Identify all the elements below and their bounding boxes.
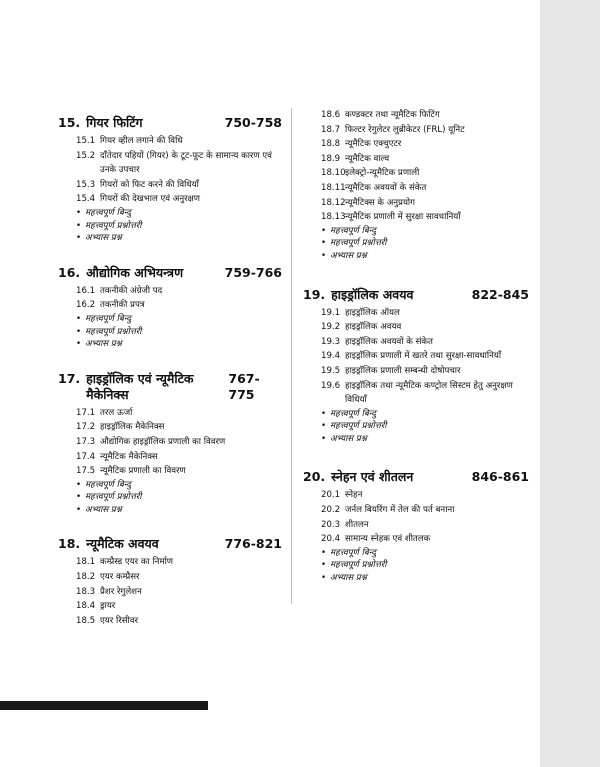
topic-list [58,134,282,207]
topic-number: 17.1 [76,407,96,418]
extras-item [76,479,282,492]
chapter-title-wrap [58,371,228,403]
topic-item [76,555,282,570]
topic-number: 18.6 [321,110,341,120]
topic-text: प्रैशर रेगुलेशन [100,586,142,597]
topic-number: 19.5 [321,365,341,376]
topic-text: न्यूमैटिक्स के अनुप्रयोग [345,197,415,208]
topic-number: 18.12 [321,197,346,208]
toc-chapter [58,265,282,351]
extras-item [76,232,282,245]
topic-number: 20.4 [321,534,341,545]
bullet-icon: • [321,225,327,236]
extras-text: महत्त्वपूर्ण बिन्दु [85,313,131,324]
chapter-page-range: 767-775 [228,370,260,402]
topic-text: एयर रिसीवर [100,615,139,626]
topic-text: तकनीकी अंग्रेजी पद [100,285,163,296]
bullet-icon: • [76,479,82,490]
extras-list [58,313,282,351]
chapter-gap [58,351,282,371]
chapter-number: 18. [58,536,81,552]
chapter-heading [58,536,282,552]
chapter-title-wrap [58,536,159,552]
bullet-icon: • [321,421,327,432]
toc-chapter [303,469,529,584]
topic-item [321,320,529,335]
topic-text: कण्डक्टर तथा न्यूमैटिक फिटिंग [345,110,440,120]
extras-text: महत्त्वपूर्ण प्रश्नोत्तरी [85,220,142,231]
extras-item [321,433,529,446]
topic-number: 20.3 [321,519,341,530]
topic-item [76,298,282,313]
topic-number: 19.2 [321,322,341,333]
extras-list [58,207,282,245]
topic-number: 19.4 [321,351,341,362]
topic-text: हाइड्रॉलिक मैकेनिक्स [100,422,165,433]
topic-number: 15.4 [76,194,96,205]
chapter-title: हाइड्रॉलिक एवं न्यूमैटिक मैकेनिक्स [86,370,194,402]
chapter-heading [58,265,282,281]
topic-item [321,503,529,518]
topic-item [321,123,529,138]
topic-item [76,464,282,479]
topic-text: हाइड्रॉलिक ऑयल [345,307,400,318]
topic-text: इलेक्ट्रो-न्यूमैटिक प्रणाली [345,168,420,179]
topic-text: तकनीकी प्रपत्र [100,300,145,311]
extras-text: अभ्यास प्रश्न [85,233,122,244]
chapter-title: न्यूमैटिक अवयव [86,536,159,552]
topic-list [303,488,529,546]
topic-item [321,349,529,364]
topic-item [76,435,282,450]
topic-text: शीतलन [345,519,369,530]
extras-item [321,225,529,238]
topic-number: 15.1 [76,136,96,146]
topic-text: फिल्टर रेगुलेटर लुब्रीकेटर (FRL) यूनिट [345,124,465,135]
topic-list [58,406,282,479]
bullet-icon: • [76,220,82,231]
topic-number: 20.2 [321,505,341,516]
bullet-icon: • [76,326,82,337]
extras-item [76,326,282,339]
topic-number: 17.3 [76,436,96,447]
topic-number: 15.3 [76,179,96,190]
topic-item [321,306,529,321]
chapter-title: हाइड्रॉलिक अवयव [331,286,414,302]
extras-text: महत्त्वपूर्ण बिन्दु [85,479,131,490]
topic-number: 18.5 [76,615,96,626]
bullet-icon: • [76,504,82,515]
chapter-title: स्नेहन एवं शीतलन [331,469,414,485]
topic-number: 18.10 [321,168,346,179]
extras-text: महत्त्वपूर्ण प्रश्नोत्तरी [330,238,387,249]
topic-item [321,196,529,211]
topic-number: 18.1 [76,557,96,568]
topic-item [76,284,282,299]
toc-chapter [303,108,529,263]
bullet-icon: • [76,492,82,503]
topic-item [76,134,282,149]
toc-chapter [58,536,282,628]
topic-number: 20.1 [321,490,341,501]
topic-item [321,210,529,225]
topic-item [76,149,282,178]
topic-text: हाइड्रॉलिक अवयवों के संकेत [345,336,433,347]
chapter-gap [303,445,529,469]
topic-text: जर्नल बियरिंग में तेल की पर्त बनाना [345,505,455,516]
page-margin-band [540,0,600,767]
topic-item [76,192,282,207]
toc-right-column [303,108,529,585]
topic-text: न्यूमैटिक वाल्व [345,153,390,164]
bullet-icon: • [76,339,82,350]
topic-list [303,108,529,225]
extras-text: महत्त्वपूर्ण प्रश्नोत्तरी [330,560,387,571]
chapter-gap [58,516,282,536]
topic-text: कम्प्रैस्ड एयर का निर्माण [100,557,174,568]
chapter-number: 15. [58,115,81,130]
chapter-heading [58,371,282,403]
topic-number: 18.8 [321,139,341,150]
chapter-number: 19. [303,286,326,302]
chapter-page-range: 750-758 [224,115,282,130]
extras-text: महत्त्वपूर्ण प्रश्नोत्तरी [85,492,142,503]
topic-text: गियरों को फिट करने की विधियाँ [100,179,199,190]
extras-text: अभ्यास प्रश्न [330,250,367,261]
topic-text: गियर व्हील लगाने की विधि [100,136,183,146]
topic-list [303,306,529,408]
topic-text: न्यूमैटिक एक्चुएटर [345,139,402,150]
topic-text: गियरों की देखभाल एवं अनुरक्षण [100,194,200,205]
topic-text: दाँतेदार पहियों (गियर) के टूट-फूट के सामान्य कारण एवं उनके उपचार [100,150,272,176]
topic-number: 16.1 [76,285,96,296]
extras-list [303,408,529,446]
topic-number: 19.6 [321,380,341,391]
topic-text: तरल ऊर्जा [100,407,133,418]
extras-text: महत्त्वपूर्ण बिन्दु [85,207,131,218]
topic-number: 19.1 [321,307,341,318]
chapter-title-wrap [58,265,183,281]
chapter-number: 20. [303,469,326,485]
chapter-title: औद्योगिक अभियन्त्रण [86,264,184,280]
topic-item [76,570,282,585]
bullet-icon: • [321,560,327,571]
topic-number: 18.7 [321,124,341,135]
topic-text: स्नेहन [345,490,363,501]
extras-item [321,559,529,572]
topic-number: 16.2 [76,300,96,311]
chapter-gap [303,263,529,287]
extras-text: अभ्यास प्रश्न [330,573,367,584]
bullet-icon: • [321,433,327,444]
chapter-page-range: 759-766 [224,264,282,280]
topic-number: 18.9 [321,153,341,164]
topic-number: 15.2 [76,150,96,161]
topic-item [321,532,529,547]
extras-item [76,491,282,504]
bullet-icon: • [76,207,82,218]
extras-text: महत्त्वपूर्ण बिन्दु [330,225,376,236]
topic-item [76,406,282,421]
extras-item [76,207,282,220]
topic-item [321,152,529,167]
bullet-icon: • [76,233,82,244]
chapter-gap [58,245,282,265]
extras-item [76,338,282,351]
extras-text: अभ्यास प्रश्न [330,433,367,444]
topic-list [58,284,282,313]
topic-text: हाइड्रॉलिक तथा न्यूमैटिक कण्ट्रोल सिस्टम हेतु अनुरक्षण विधियाँ [345,380,513,406]
topic-item [321,166,529,181]
extras-text: अभ्यास प्रश्न [85,504,122,515]
topic-item [76,585,282,600]
topic-text: औद्योगिक हाइड्रॉलिक प्रणाली का विवरण [100,436,226,447]
extras-text: महत्त्वपूर्ण बिन्दु [330,547,376,558]
topic-text: सामान्य स्नेहक एवं शीतलक [345,534,431,545]
topic-number: 18.4 [76,601,96,612]
chapter-heading [303,287,529,303]
topic-item [76,450,282,465]
topic-item [76,599,282,614]
topic-number: 18.2 [76,572,96,583]
topic-number: 17.4 [76,451,96,462]
bullet-icon: • [321,250,327,261]
chapter-heading [303,469,529,485]
chapter-title-wrap [303,287,413,303]
topic-item [321,488,529,503]
topic-text: एयर कम्प्रैसर [100,572,140,583]
topic-number: 17.5 [76,466,96,477]
topic-number: 19.3 [321,336,341,347]
chapter-number: 16. [58,264,81,280]
topic-text: ड्रायर [100,601,116,612]
chapter-number: 17. [58,370,81,386]
bullet-icon: • [321,238,327,249]
topic-text: हाइड्रॉलिक प्रणाली में खतरे तथा सुरक्षा-सावधानियाँ [345,351,502,362]
toc-chapter [303,287,529,446]
bullet-icon: • [76,313,82,324]
topic-text: न्यूमैटिक अवयवों के संकेत [345,182,427,193]
extras-list [303,225,529,263]
extras-item [321,237,529,250]
topic-number: 18.13 [321,212,346,223]
topic-text: न्यूमैटिक प्रणाली में सुरक्षा सावधानियाँ [345,212,461,223]
topic-item [321,108,529,123]
topic-text: न्यूमैटिक मैकेनिक्स [100,451,158,462]
extras-list [303,547,529,585]
extras-item [321,420,529,433]
topic-number: 17.2 [76,422,96,433]
bullet-icon: • [321,547,327,558]
topic-text: हाइड्रॉलिक प्रणाली सम्बन्धी दोषोपचार [345,365,461,376]
topic-item [76,614,282,629]
toc-left-column [58,115,282,628]
chapter-heading [58,115,282,131]
topic-item [321,518,529,533]
chapter-page-range: 846-861 [471,469,529,485]
topic-number: 18.3 [76,586,96,597]
chapter-page-range: 776-821 [224,536,282,552]
topic-item [321,379,529,408]
extras-item [76,504,282,517]
bullet-icon: • [321,408,327,419]
topic-text: न्यूमैटिक प्रणाली का विवरण [100,466,186,477]
extras-item [321,408,529,421]
extras-text: महत्त्वपूर्ण प्रश्नोत्तरी [330,421,387,432]
topic-item [321,364,529,379]
toc-chapter [58,115,282,245]
extras-item [321,547,529,560]
chapter-title-wrap [58,115,143,131]
extras-item [321,572,529,585]
topic-item [321,181,529,196]
extras-item [76,313,282,326]
footer-bar [0,701,208,710]
topic-item [76,420,282,435]
extras-item [321,250,529,263]
topic-list [58,555,282,628]
toc-chapter [58,371,282,517]
topic-text: हाइड्रॉलिक अवयव [345,322,402,333]
bullet-icon: • [321,573,327,584]
topic-item [321,137,529,152]
chapter-page-range: 822-845 [471,286,529,302]
extras-text: अभ्यास प्रश्न [85,339,122,350]
topic-item [76,178,282,193]
chapter-title-wrap [303,469,413,485]
extras-text: महत्त्वपूर्ण बिन्दु [330,408,376,419]
extras-list [58,479,282,517]
chapter-title: गियर फिटिंग [86,115,143,130]
extras-text: महत्त्वपूर्ण प्रश्नोत्तरी [85,326,142,337]
topic-number: 18.11 [321,182,346,193]
extras-item [76,220,282,233]
topic-item [321,335,529,350]
column-divider [291,108,292,604]
